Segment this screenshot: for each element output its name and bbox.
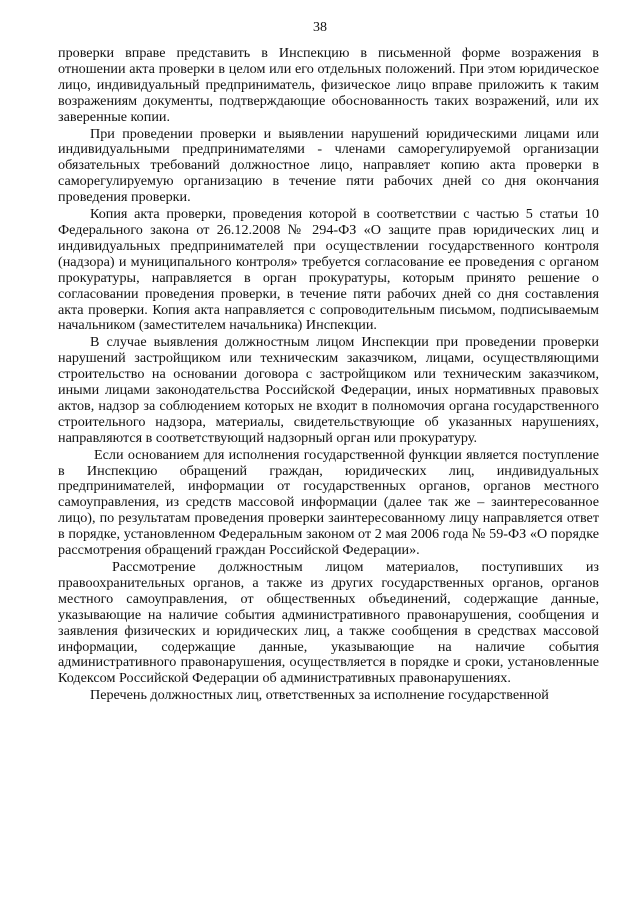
paragraph-objections: проверки вправе представить в Инспекцию в письменной форме возражения в отношении акта проверки в целом или его отдельных положений. При этом юридическое лицо, индивидуальный предприниматель, физическое лицо вправе приложить к таким возражениям документы, подтверждающие обоснованность таких возражений, или их заверенные копии. xyxy=(58,45,599,125)
paragraph-self-regulatory-organization: При проведении проверки и выявлении нарушений юридическими лицами или индивидуальными предпринимателями - членами саморегулируемой организации обязательных требований должностное лицо, направляет копию акта проверки в саморегулируемую организацию в течение пяти рабочих дней со дня окончания проведения проверки. xyxy=(58,125,599,206)
paragraph-citizen-appeals: Если основанием для исполнения государственной функции является поступление в Инспекцию обращений граждан, юридических лиц, индивидуальных предпринимателей, информации от государственных органов, органов местного самоуправления, из средств массовой информации (далее так же – заинтересованное лицо), по результатам проведения проверки заинтересованному лицу направляется ответ в порядке, установленном Федеральным законом от 2 мая 2006 года № 59-ФЗ «О порядке рассмотрения обращений граждан Российской Федерации». xyxy=(58,446,599,559)
paragraph-prosecutor-copy: Копия акта проверки, проведения которой в соответствии с частью 5 статьи 10 Федерального закона от 26.12.2008 № 294-ФЗ «О защите прав юридических лиц и индивидуальных предпринимателей при осуществлении государственного контроля (надзора) и муниципального контроля» требуется согласование ее проведения с органом прокуратуры, направляется в орган прокуратуры, которым принято решение о согласовании проведения проверки, в течение пяти рабочих дней со дня составления акта проверки. Копия акта направляется с сопроводительным письмом, подписываемым начальником (заместителем начальника) Инспекции. xyxy=(58,206,599,334)
document-body xyxy=(58,46,599,705)
paragraph-administrative-offense: Рассмотрение должностным лицом материалов, поступивших из правоохранительных органов, а также из других государственных органов, органов местного самоуправления, от общественных объединений, содержащие данные, указывающие на наличие события административного правонарушения, сообщения и заявления физических и юридических лиц, а также сообщения в средствах массовой информации, содержащие данные, указывающие на наличие события административного правонарушения, осуществляется в порядке и сроки, установленные Кодексом Российской Федерации об административных правонарушениях. xyxy=(58,559,599,687)
page-number: 38 xyxy=(313,20,327,35)
paragraph-violations-found: В случае выявления должностным лицом Инспекции при проведении проверки нарушений застройщиком или техническим заказчиком, лицами, осуществляющими строительство на основании договора с застройщиком или техническим заказчиком, иными лицами законодательства Российской Федерации, иных нормативных правовых актов, надзор за соблюдением которых не входит в полномочия органа государственного строительного надзора, материалы, свидетельствующие об указанных нарушениях, направляются в соответствующий надзорный орган или прокуратуру. xyxy=(58,334,599,446)
paragraph-responsible-officials: Перечень должностных лиц, ответственных за исполнение государственной xyxy=(90,687,549,704)
